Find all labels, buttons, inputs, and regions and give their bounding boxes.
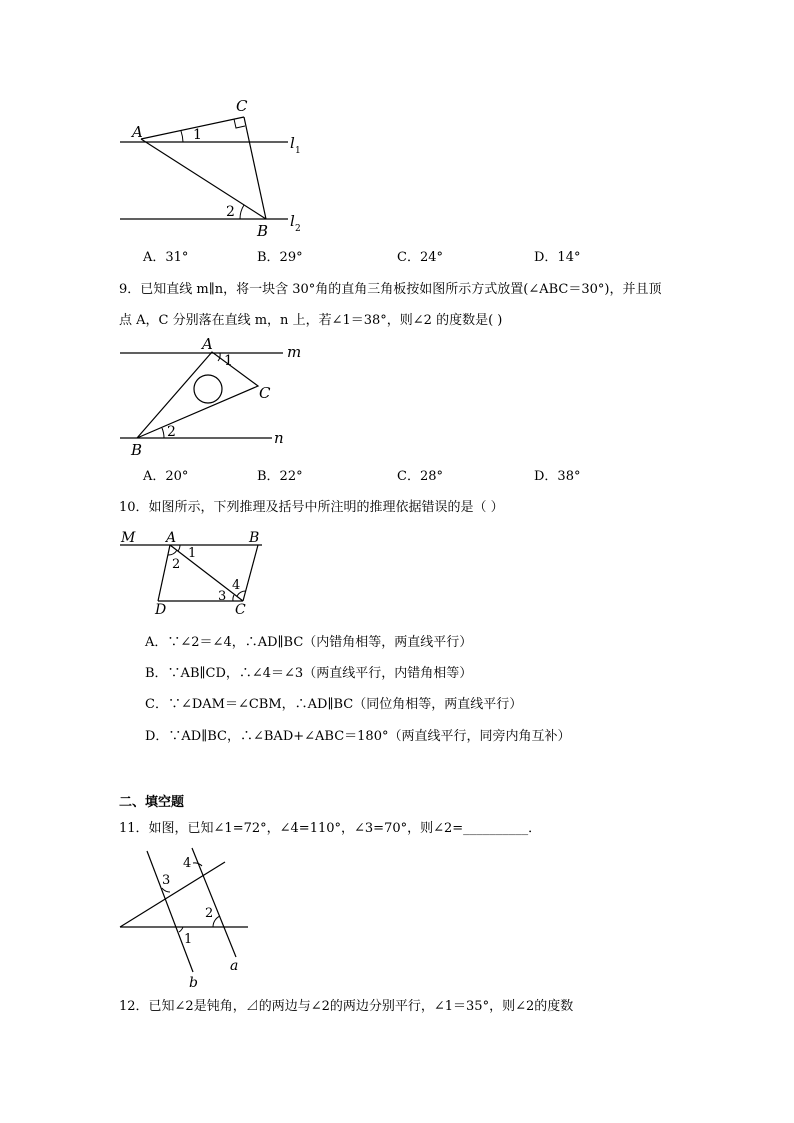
q8-label-1: 1 bbox=[193, 127, 202, 143]
q10-label-2: 2 bbox=[172, 557, 181, 572]
q12-stem: 12．已知∠2是钝角，⊿的两边与∠2的两边分别平行，∠1＝35°，则∠2的度数 bbox=[119, 999, 574, 1014]
q9-option-c: C．28° bbox=[397, 469, 443, 484]
q11-label-4: 4 bbox=[183, 856, 192, 871]
q9-option-b: B．22° bbox=[257, 469, 303, 484]
q8-label-B: B bbox=[257, 222, 269, 240]
section-title: 二、填空题 bbox=[119, 795, 185, 810]
q9-option-a: A．20° bbox=[143, 469, 189, 484]
q8-option-d: D．14° bbox=[534, 250, 581, 265]
q10-label-3: 3 bbox=[218, 589, 227, 604]
q9-label-C: C bbox=[259, 384, 271, 402]
q9-option-d: D．38° bbox=[534, 469, 581, 484]
q10-option-d: D．∵AD∥BC，∴∠BAD+∠ABC＝180°（两直线平行，同旁内角互补） bbox=[145, 729, 571, 744]
q9-label-2: 2 bbox=[167, 424, 176, 440]
q8-label-l2-sub: 2 bbox=[295, 224, 301, 234]
q8-label-l1-sub: 1 bbox=[295, 146, 301, 156]
q10-option-b: B．∵AB∥CD，∴∠4＝∠3（两直线平行，内错角相等） bbox=[145, 666, 473, 681]
q10-label-B: B bbox=[249, 530, 260, 546]
q11-label-b: b bbox=[189, 975, 198, 991]
q10-label-1: 1 bbox=[188, 546, 197, 561]
q9-stem-line1: 9．已知直线 m∥n，将一块含 30°角的直角三角板按如图所示方式放置(∠ABC＝30°)，并且顶 bbox=[119, 282, 662, 297]
q10-stem: 10．如图所示，下列推理及括号中所注明的推理依据错误的是（ ） bbox=[119, 500, 504, 515]
q9-label-1: 1 bbox=[224, 353, 233, 369]
q9-stem-line2: 点 A，C 分别落在直线 m，n 上，若∠1＝38°，则∠2 的度数是( ) bbox=[119, 313, 503, 328]
q11-label-a: a bbox=[230, 958, 239, 974]
q9-label-n: n bbox=[274, 429, 284, 447]
q8-label-2: 2 bbox=[226, 204, 235, 220]
q10-label-4: 4 bbox=[232, 578, 241, 593]
q10-label-A: A bbox=[166, 530, 177, 546]
q8-option-c: C．24° bbox=[397, 250, 443, 265]
q8-label-A: A bbox=[132, 123, 143, 141]
q11-label-2: 2 bbox=[205, 906, 214, 921]
q9-label-m: m bbox=[287, 343, 302, 361]
q10-label-D: D bbox=[155, 602, 167, 618]
q9-label-A: A bbox=[202, 335, 213, 353]
q11-label-3: 3 bbox=[162, 873, 171, 888]
q11-label-1: 1 bbox=[184, 932, 193, 947]
q8-label-l2: l bbox=[290, 212, 295, 230]
q9-label-B: B bbox=[131, 441, 143, 459]
q10-label-M: M bbox=[121, 530, 136, 546]
q10-option-c: C．∵∠DAM＝∠CBM，∴AD∥BC（同位角相等，两直线平行） bbox=[145, 697, 523, 712]
q8-label-C: C bbox=[236, 97, 248, 115]
q8-label-l1: l bbox=[290, 134, 295, 152]
q10-label-C: C bbox=[235, 602, 246, 618]
q10-option-a: A．∵∠2＝∠4，∴AD∥BC（内错角相等，两直线平行） bbox=[145, 635, 473, 650]
q8-option-a: A．31° bbox=[143, 250, 189, 265]
q8-option-b: B．29° bbox=[257, 250, 303, 265]
q11-stem: 11．如图，已知∠1=72°，∠4=110°，∠3=70°，则∠2=__________． bbox=[119, 821, 542, 836]
